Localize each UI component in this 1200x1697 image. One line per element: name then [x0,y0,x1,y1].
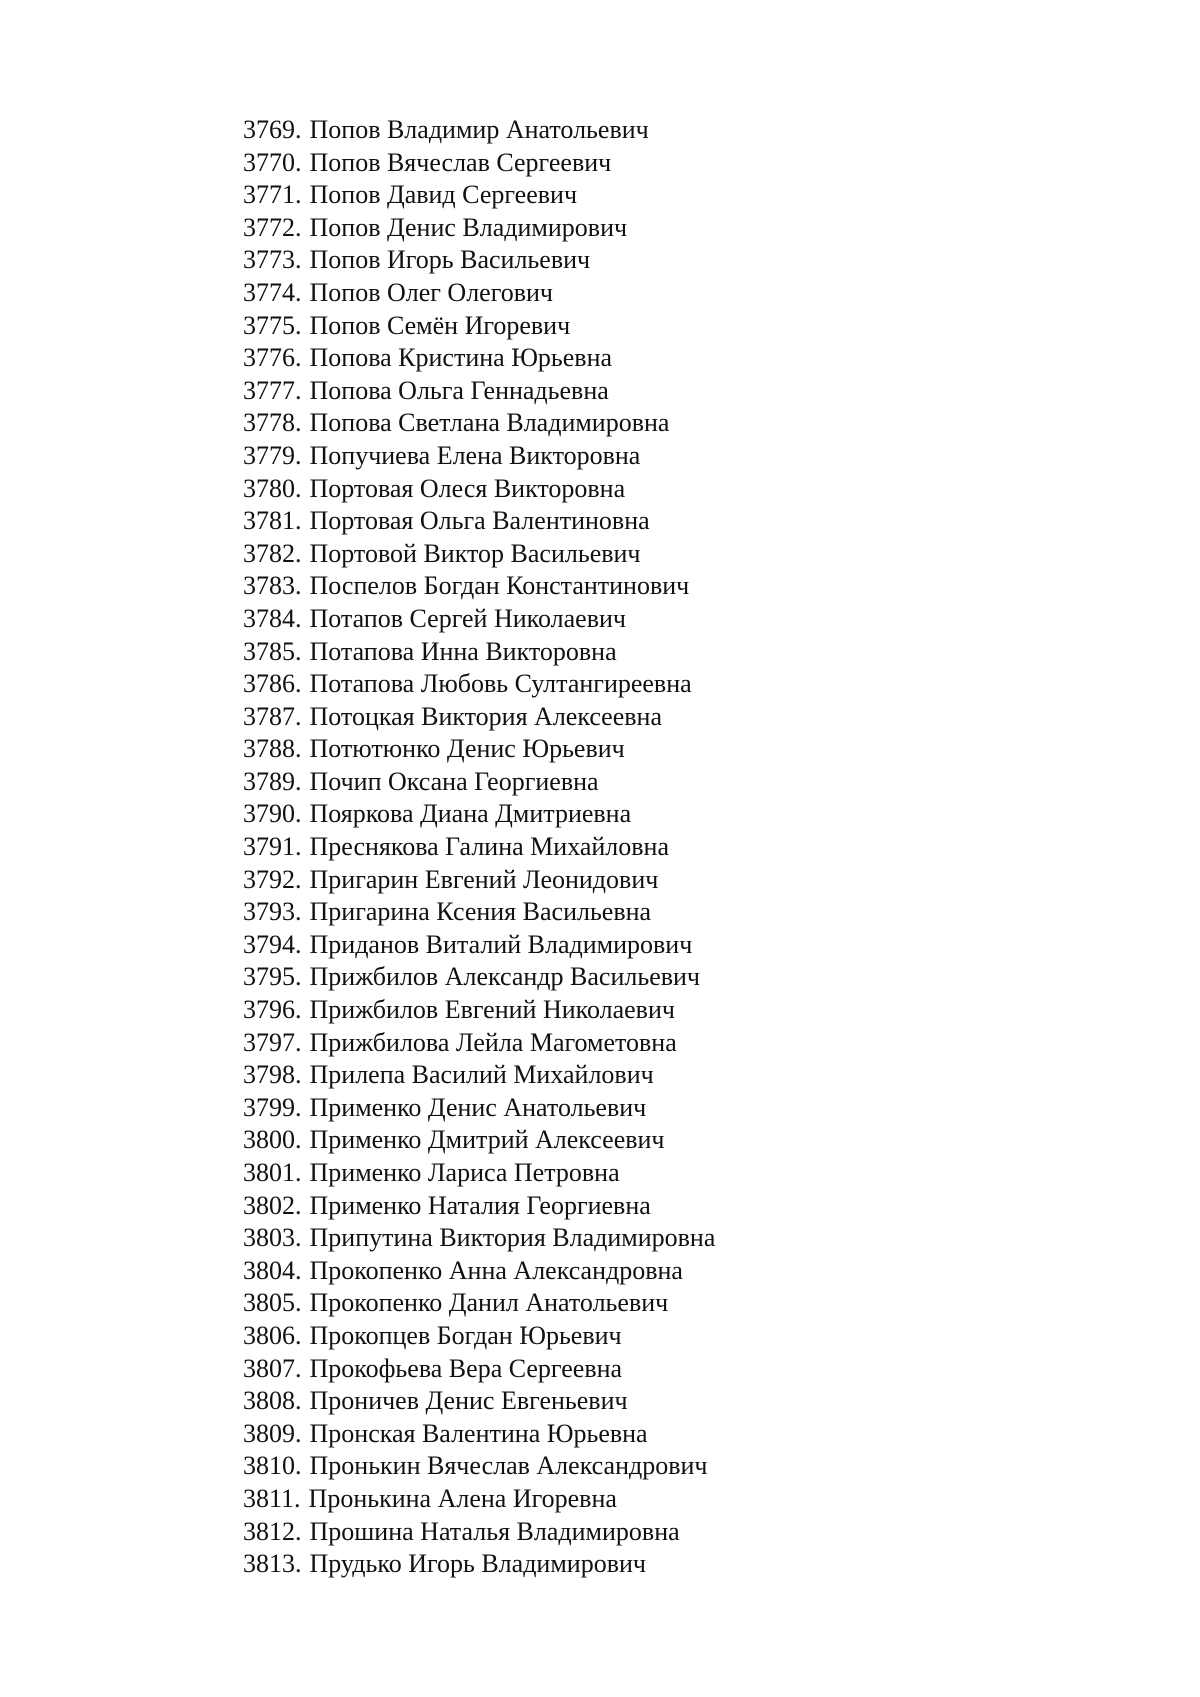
entry-full-name: Пояркова Диана Дмитриевна [309,799,632,829]
entry-number: 3800. [243,1125,302,1155]
entry-full-name: Попов Семён Игоревич [309,310,571,340]
entry-number: 3779. [243,440,302,470]
list-item [243,961,715,994]
list-item [243,1190,715,1223]
entry-number: 3811. [243,1483,301,1513]
list-item [243,1059,715,1092]
list-item [243,1483,715,1516]
list-item [243,1548,715,1581]
entry-full-name: Потапов Сергей Николаевич [309,603,626,633]
list-item [243,407,715,440]
list-item [243,1027,715,1060]
entry-number: 3786. [243,669,302,699]
entry-full-name: Прокофьева Вера Сергеевна [309,1353,623,1383]
entry-full-name: Применко Денис Анатольевич [309,1092,647,1122]
list-item [243,766,715,799]
list-item [243,864,715,897]
entry-number: 3781. [243,506,302,536]
entry-full-name: Прокопцев Богдан Юрьевич [309,1320,622,1350]
entry-full-name: Попова Светлана Владимировна [309,408,670,438]
entry-full-name: Припутина Виктория Владимировна [309,1223,716,1253]
list-item [243,277,715,310]
entry-full-name: Пригарина Ксения Васильевна [309,897,652,927]
entry-number: 3782. [243,538,302,568]
entry-full-name: Потютюнко Денис Юрьевич [309,734,625,764]
entry-number: 3797. [243,1027,302,1057]
entry-number: 3783. [243,571,302,601]
list-item [243,896,715,929]
entry-number: 3791. [243,832,302,862]
list-item [243,310,715,343]
list-item [243,179,715,212]
list-item [243,831,715,864]
entry-full-name: Попов Олег Олегович [309,277,553,307]
entry-number: 3795. [243,962,302,992]
list-item [243,114,715,147]
entry-number: 3778. [243,408,302,438]
entry-full-name: Попов Вячеслав Сергеевич [309,147,612,177]
entry-full-name: Прижбилова Лейла Магометовна [309,1027,677,1057]
entry-number: 3770. [243,147,302,177]
list-item [243,929,715,962]
list-item [243,1222,715,1255]
entry-full-name: Прижбилов Евгений Николаевич [309,995,675,1025]
entry-number: 3789. [243,766,302,796]
list-item [243,1353,715,1386]
list-item [243,212,715,245]
entry-full-name: Попова Кристина Юрьевна [309,343,613,373]
entry-number: 3776. [243,343,302,373]
entry-number: 3798. [243,1060,302,1090]
list-item [243,994,715,1027]
entry-full-name: Прилепа Василий Михайлович [309,1060,654,1090]
list-item [243,1450,715,1483]
entry-full-name: Попова Ольга Геннадьевна [309,375,609,405]
list-item [243,342,715,375]
list-item [243,1157,715,1190]
list-item [243,1516,715,1549]
entry-number: 3801. [243,1158,302,1187]
entry-number: 3810. [243,1451,302,1481]
entry-number: 3771. [243,180,302,210]
list-item [243,1320,715,1353]
entry-full-name: Применко Дмитрий Алексеевич [309,1125,665,1155]
entry-number: 3808. [243,1386,302,1416]
entry-number: 3793. [243,897,302,927]
entry-number: 3812. [243,1516,302,1546]
entry-number: 3787. [243,701,302,731]
list-item [243,668,715,701]
entry-full-name: Поспелов Богдан Константинович [309,571,690,601]
entry-number: 3769. [243,115,302,144]
entry-full-name: Попов Давид Сергеевич [309,180,578,210]
entry-number: 3775. [243,310,302,340]
entry-number: 3792. [243,864,302,894]
entry-number: 3799. [243,1092,302,1122]
entry-full-name: Преснякова Галина Михайловна [309,832,670,862]
entry-number: 3794. [243,929,302,959]
entry-full-name: Применко Лариса Петровна [309,1158,620,1187]
entry-number: 3785. [243,636,302,666]
entry-number: 3805. [243,1288,302,1318]
entry-full-name: Потапова Инна Викторовна [309,636,617,666]
entry-full-name: Прокопенко Данил Анатольевич [309,1288,669,1318]
list-item [243,440,715,473]
list-item [243,1255,715,1288]
entry-full-name: Проничев Денис Евгеньевич [309,1386,628,1416]
entry-number: 3790. [243,799,302,829]
list-item [243,505,715,538]
entry-full-name: Потоцкая Виктория Алексеевна [309,701,662,731]
entry-full-name: Попов Владимир Анатольевич [309,115,649,144]
entry-number: 3784. [243,603,302,633]
entry-full-name: Применко Наталия Георгиевна [309,1190,651,1220]
entry-number: 3777. [243,375,302,405]
entry-full-name: Портовая Ольга Валентиновна [309,506,650,536]
list-item [243,798,715,831]
entry-full-name: Почип Оксана Георгиевна [309,766,599,796]
list-item [243,538,715,571]
list-item [243,636,715,669]
list-item [243,1385,715,1418]
list-item [243,1124,715,1157]
entry-number: 3806. [243,1320,302,1350]
entry-full-name: Пригарин Евгений Леонидович [309,864,659,894]
entry-full-name: Приданов Виталий Владимирович [309,929,693,959]
entry-number: 3796. [243,995,302,1025]
entry-number: 3807. [243,1353,302,1383]
entry-full-name: Попов Игорь Васильевич [309,245,591,275]
list-item [243,147,715,180]
list-item [243,1092,715,1125]
list-item [243,244,715,277]
entry-full-name: Попучиева Елена Викторовна [309,440,641,470]
entry-number: 3788. [243,734,302,764]
entry-number: 3802. [243,1190,302,1220]
name-list [243,114,715,1581]
entry-full-name: Портовая Олеся Викторовна [309,473,626,503]
entry-number: 3780. [243,473,302,503]
entry-full-name: Портовой Виктор Васильевич [309,538,641,568]
entry-number: 3804. [243,1255,302,1285]
list-item [243,1287,715,1320]
entry-full-name: Пронькина Алена Игоревна [308,1483,617,1513]
list-item [243,570,715,603]
list-item [243,473,715,506]
list-item [243,701,715,734]
entry-number: 3773. [243,245,302,275]
entry-full-name: Попов Денис Владимирович [309,212,628,242]
entry-number: 3772. [243,212,302,242]
entry-full-name: Прошина Наталья Владимировна [309,1516,680,1546]
entry-full-name: Пронская Валентина Юрьевна [309,1418,648,1448]
list-item [243,375,715,408]
entry-number: 3774. [243,277,302,307]
entry-number: 3813. [243,1549,302,1579]
list-item [243,1418,715,1451]
entry-number: 3803. [243,1223,302,1253]
entry-full-name: Прудько Игорь Владимирович [309,1549,646,1579]
list-item [243,733,715,766]
list-item [243,603,715,636]
entry-full-name: Прокопенко Анна Александровна [309,1255,683,1285]
entry-full-name: Потапова Любовь Султангиреевна [309,669,692,699]
entry-number: 3809. [243,1418,302,1448]
entry-full-name: Пронькин Вячеслав Александрович [309,1451,708,1481]
entry-full-name: Прижбилов Александр Васильевич [309,962,700,992]
